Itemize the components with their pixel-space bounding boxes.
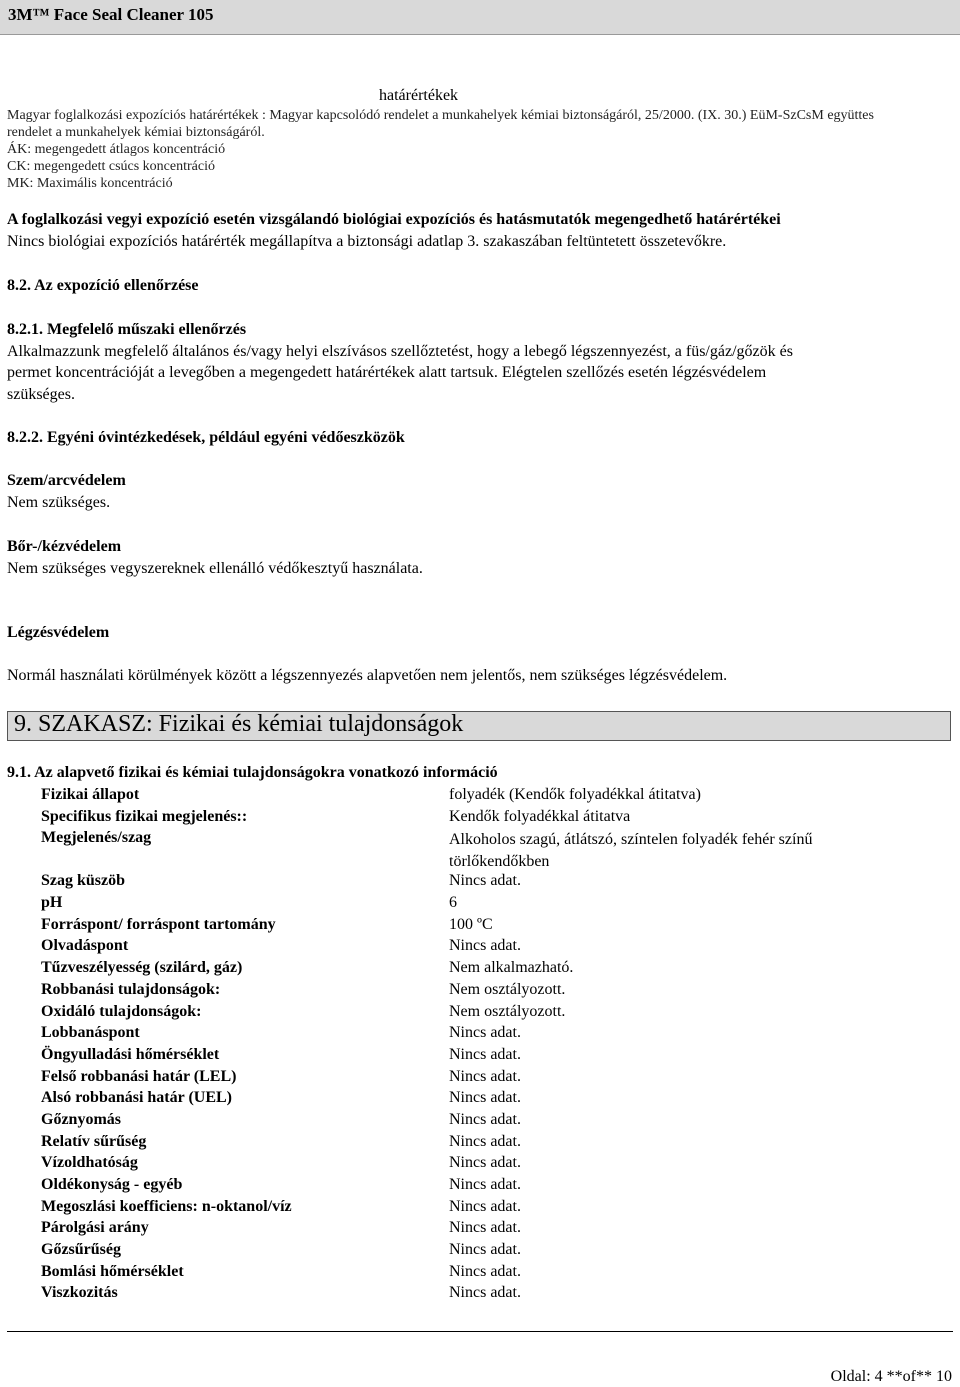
property-value: folyadék (Kendők folyadékkal átitatva)	[449, 786, 701, 803]
limits-ak: ÁK: megengedett átlagos koncentráció	[7, 142, 226, 157]
limits-ck: CK: megengedett csúcs koncentráció	[7, 159, 215, 174]
property-value: Nincs adat.	[449, 937, 521, 955]
property-label: Relatív sűrűség	[41, 1132, 147, 1150]
property-label: Gőznyomás	[41, 1110, 121, 1128]
property-row	[41, 1046, 921, 1068]
property-row	[41, 981, 921, 1003]
property-value: Nincs adat.	[449, 1219, 521, 1237]
property-label: Gőzsűrűség	[41, 1241, 121, 1259]
section-8-2-1-line-3: szükséges.	[7, 386, 75, 403]
property-row	[41, 1003, 921, 1025]
property-value: Nincs adat.	[449, 1045, 521, 1063]
section-9-banner	[7, 711, 951, 741]
property-value: Nincs adat.	[449, 1241, 521, 1259]
property-label: Tűzveszélyesség (szilárd, gáz)	[41, 959, 243, 977]
document-header	[0, 0, 960, 35]
respiratory-protection-text: Normál használati körülmények között a légszennyezés alapvetően nem jelentős, nem szükséges légzésvédelem.	[7, 667, 728, 684]
property-value: Nem osztályozott.	[449, 1002, 566, 1020]
property-value: Nincs adat.	[449, 1089, 521, 1107]
property-value: Nem osztályozott.	[449, 980, 566, 998]
property-row	[41, 1089, 921, 1111]
property-label: Vízoldhatóság	[41, 1154, 138, 1172]
property-label: Oldékonyság - egyéb	[41, 1176, 183, 1193]
property-label: Öngyulladási hőmérséklet	[41, 1045, 220, 1063]
section-8-2-heading: 8.2. Az expozíció ellenőrzése	[7, 277, 199, 294]
property-value: Nincs adat.	[449, 1024, 521, 1042]
limits-text-line-1: Magyar foglalkozási expozíciós határértékek : Magyar kapcsolódó rendelet a munkahelyek kémiai biztonságáról, 25/2000. (IX. 30.) EüM-SzCsM együttes	[7, 108, 874, 123]
section-8-2-1-heading: 8.2.1. Megfelelő műszaki ellenőrzés	[7, 321, 247, 338]
property-label: Felső robbanási határ (LEL)	[41, 1067, 237, 1085]
skin-protection-text: Nem szükséges vegyszereknek ellenálló védőkesztyű használata.	[7, 560, 423, 577]
limits-mk: MK: Maximális koncentráció	[7, 176, 173, 191]
footer-divider	[7, 1331, 953, 1332]
property-value: Nem alkalmazható.	[449, 959, 574, 977]
property-row	[41, 937, 921, 959]
property-label: Viszkozitás	[41, 1284, 118, 1302]
property-value: Nincs adat.	[449, 1262, 521, 1280]
property-label: Megoszlási koefficiens: n-oktanol/víz	[41, 1197, 292, 1215]
property-label: Bomlási hőmérséklet	[41, 1262, 184, 1280]
document-title: 3M™ Face Seal Cleaner 105	[8, 5, 214, 24]
property-value: Nincs adat.	[449, 1154, 521, 1172]
property-label: Robbanási tulajdonságok:	[41, 980, 221, 998]
property-value: Nincs adat.	[449, 1284, 521, 1302]
property-row	[41, 959, 921, 981]
property-label: Forráspont/ forráspont tartomány	[41, 915, 276, 933]
skin-protection-heading: Bőr-/kézvédelem	[7, 538, 122, 555]
property-row	[41, 1024, 921, 1046]
eye-protection-heading: Szem/arcvédelem	[7, 472, 126, 489]
property-value: Nincs adat.	[449, 872, 521, 890]
section-9-1-heading: 9.1. Az alapvető fizikai és kémiai tulajdonságokra vonatkozó információ	[7, 764, 498, 781]
property-value: Kendők folyadékkal átitatva	[449, 807, 631, 825]
property-label: Specifikus fizikai megjelenés::	[41, 807, 248, 825]
property-row	[41, 1284, 921, 1306]
bio-heading: A foglalkozási vegyi expozíció esetén vizsgálandó biológiai expozíciós és hatásmutatók megengedhető határértékei	[7, 211, 781, 228]
property-row	[41, 1111, 921, 1133]
property-row	[41, 1133, 921, 1155]
eye-protection-text: Nem szükséges.	[7, 494, 111, 511]
property-row	[41, 872, 921, 894]
property-label: Lobbanáspont	[41, 1024, 140, 1042]
section-9-title: 9. SZAKASZ: Fizikai és kémiai tulajdonságok	[14, 711, 464, 737]
property-value: 100 ºC	[449, 915, 493, 933]
property-row	[41, 1263, 921, 1285]
section-8-2-2-heading: 8.2.2. Egyéni óvintézkedések, például egyéni védőeszközök	[7, 429, 405, 446]
property-value: Nincs adat.	[449, 1197, 521, 1215]
respiratory-protection-heading: Légzésvédelem	[7, 624, 110, 641]
property-row	[41, 1241, 921, 1263]
property-value: Nincs adat.	[449, 1176, 521, 1193]
property-value: 6	[449, 894, 457, 912]
property-row	[41, 808, 921, 830]
property-row	[41, 1068, 921, 1090]
property-label: Oxidáló tulajdonságok:	[41, 1002, 202, 1020]
property-value: Alkoholos szagú, átlátszó, színtelen folyadék fehér színű törlőkendőkben	[449, 831, 813, 871]
property-row	[41, 1154, 921, 1176]
property-value: Nincs adat.	[449, 1110, 521, 1128]
page-number: Oldal: 4 **of** 10	[830, 1368, 952, 1385]
bio-text: Nincs biológiai expozíciós határérték megállapítva a biztonsági adatlap 3. szakaszában feltüntetett összetevőkre.	[7, 233, 727, 250]
limits-text-line-2: rendelet a munkahelyek kémiai biztonságáról.	[7, 125, 265, 140]
property-row	[41, 1176, 921, 1198]
property-value: Nincs adat.	[449, 1067, 521, 1085]
property-row	[41, 1198, 921, 1220]
section-8-2-1-line-2: permet koncentrációját a levegőben a megengedett határértékek alatt tartsuk. Elégtelen szellőzés esetén légzésvédelem	[7, 364, 767, 381]
property-label: Megjelenés/szag	[41, 829, 152, 847]
section-8-2-1-line-1: Alkalmazzunk megfelelő általános és/vagy helyi elszívásos szellőztetést, hogy a lebegő légszennyezést, a füs/gáz/gőzök és	[7, 343, 793, 360]
properties-table	[41, 786, 921, 1306]
limits-heading: határértékek	[379, 87, 459, 104]
property-value: Nincs adat.	[449, 1132, 521, 1150]
property-label: Fizikai állapot	[41, 786, 140, 803]
property-row	[41, 829, 921, 872]
property-row	[41, 916, 921, 938]
property-label: pH	[41, 894, 63, 912]
property-row	[41, 786, 921, 808]
property-label: Szag küszöb	[41, 872, 126, 890]
property-row	[41, 894, 921, 916]
property-row	[41, 1219, 921, 1241]
property-label: Olvadáspont	[41, 937, 129, 955]
property-label: Alsó robbanási határ (UEL)	[41, 1089, 232, 1107]
property-label: Párolgási arány	[41, 1219, 149, 1237]
